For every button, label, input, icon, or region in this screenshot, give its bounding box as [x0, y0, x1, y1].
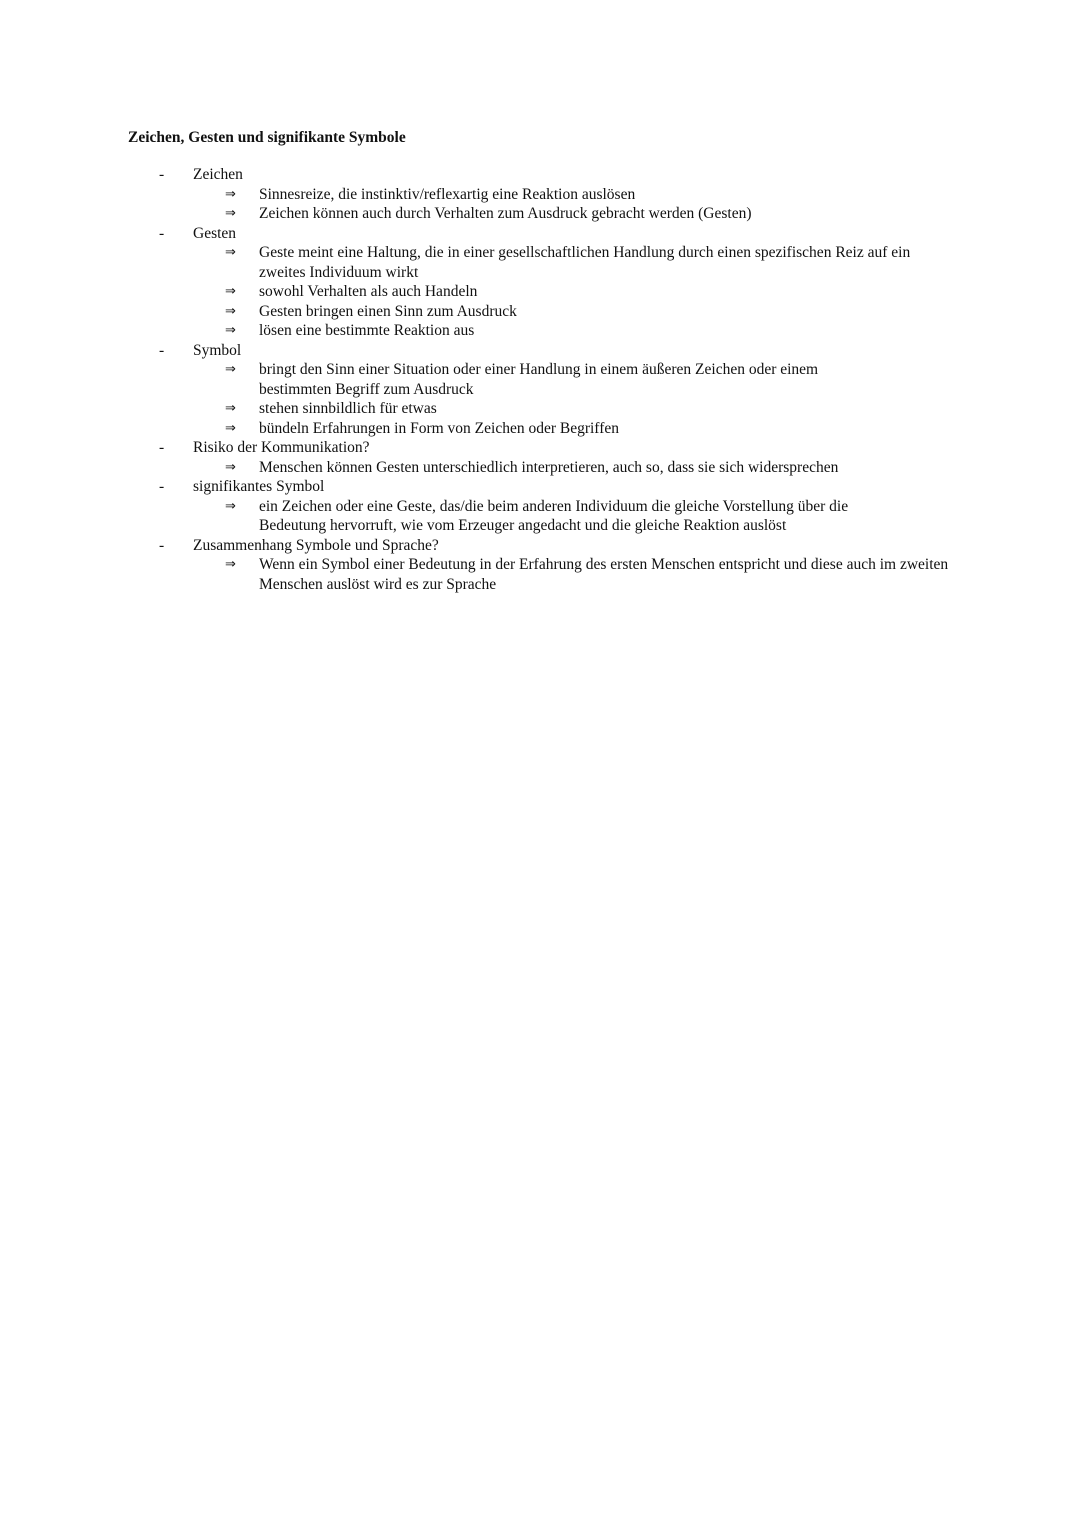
sub-point-text: Wenn ein Symbol einer Bedeutung in der Erfahrung des ersten Menschen entspricht und diese auch im zweiten Menschen auslöst wird es zur Sprache	[259, 556, 949, 593]
sub-point-text: Menschen können Gesten unterschiedlich interpretieren, auch so, dass sie sich widersprechen	[259, 458, 839, 476]
sub-point	[0, 243, 1080, 282]
sub-point-text: bündeln Erfahrungen in Form von Zeichen oder Begriffen	[259, 419, 619, 437]
sub-point	[0, 360, 1080, 399]
item-label: Risiko der Kommunikation?	[193, 439, 370, 456]
list-item	[0, 536, 1080, 595]
arrow-icon: ⇒	[225, 362, 236, 377]
arrow-icon: ⇒	[225, 557, 236, 572]
arrow-icon: ⇒	[225, 459, 236, 475]
sub-point-text: Sinnesreize, die instinktiv/reflexartig eine Reaktion auslösen	[259, 185, 636, 203]
sub-point-text: Zeichen können auch durch Verhalten zum Ausdruck gebracht werden (Gesten)	[259, 205, 752, 222]
sub-point	[0, 399, 1080, 419]
dash-bullet: -	[159, 166, 165, 183]
list-item	[0, 341, 1080, 439]
sub-point-text: Geste meint eine Haltung, die in einer gesellschaftlichen Handlung durch einen spezifischen Reiz auf ein zweites Individuum wirkt	[259, 244, 911, 281]
arrow-icon: ⇒	[225, 206, 236, 221]
dash-bullet: -	[159, 536, 165, 554]
bullet-list	[0, 165, 1080, 594]
list-item	[0, 438, 1080, 477]
sub-point-text: sowohl Verhalten als auch Handeln	[259, 283, 478, 300]
sub-point	[0, 321, 1080, 341]
sub-point-text: lösen eine bestimmte Reaktion aus	[259, 322, 475, 339]
document-title: Zeichen, Gesten und signifikante Symbole	[128, 129, 406, 146]
sub-point	[0, 282, 1080, 302]
dash-bullet: -	[159, 224, 165, 242]
arrow-icon: ⇒	[225, 303, 236, 319]
dash-bullet: -	[159, 439, 165, 456]
list-item	[0, 224, 1080, 341]
item-label: signifikantes Symbol	[193, 478, 325, 495]
arrow-icon: ⇒	[225, 284, 236, 299]
item-label: Zusammenhang Symbole und Sprache?	[193, 536, 439, 554]
sub-point-text: bringt den Sinn einer Situation oder einer Handlung in einem äußeren Zeichen oder einem bestimmten Begriff zum Ausdruck	[259, 361, 819, 398]
list-item	[0, 165, 1080, 224]
arrow-icon: ⇒	[225, 323, 236, 338]
sub-point	[0, 458, 1080, 478]
sub-point	[0, 302, 1080, 322]
sub-point	[0, 204, 1080, 224]
dash-bullet: -	[159, 478, 165, 495]
sub-point-text: ein Zeichen oder eine Geste, das/die beim anderen Individuum die gleiche Vorstellung über die Bedeutung hervorruft, wie vom Erzeuger angedacht und die gleiche Reaktion auslöst	[259, 497, 849, 534]
sub-point	[0, 555, 1080, 594]
sub-point-text: stehen sinnbildlich für etwas	[259, 400, 437, 417]
item-label: Symbol	[193, 341, 242, 359]
sub-point	[0, 419, 1080, 439]
item-label: Zeichen	[193, 166, 243, 183]
sub-point	[0, 497, 1080, 536]
arrow-icon: ⇒	[225, 401, 236, 416]
arrow-icon: ⇒	[225, 420, 236, 436]
arrow-icon: ⇒	[225, 186, 236, 202]
sub-point	[0, 185, 1080, 205]
arrow-icon: ⇒	[225, 498, 236, 514]
arrow-icon: ⇒	[225, 245, 236, 260]
dash-bullet: -	[159, 341, 165, 359]
item-label: Gesten	[193, 224, 237, 242]
sub-point-text: Gesten bringen einen Sinn zum Ausdruck	[259, 302, 517, 320]
list-item	[0, 477, 1080, 536]
